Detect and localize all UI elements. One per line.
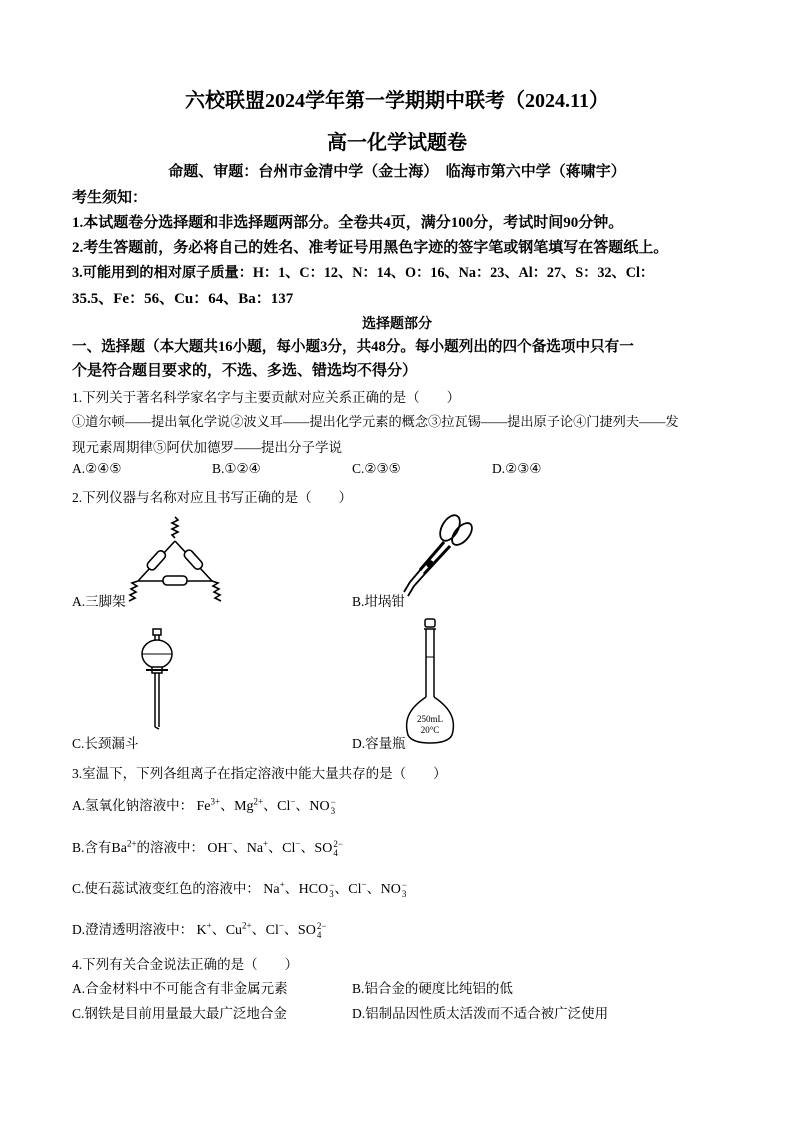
- q1-option-b[interactable]: B.①②④: [212, 461, 261, 476]
- q4-option-d[interactable]: D.铝制品因性质太活泼而不适合被广泛使用: [352, 1006, 609, 1021]
- notice-heading: 考生须知：: [72, 190, 148, 206]
- crucible-tongs-figure: [398, 512, 478, 597]
- q3-option-d-ions: K+、$Cu^{2+}$、Cl−、SO 2− 4: [196, 920, 327, 940]
- q2-option-d[interactable]: D.容量瓶: [352, 736, 406, 751]
- q2-stem: 2.下列仪器与名称对应且书写正确的是（ ）: [72, 490, 353, 505]
- q3-option-b-ions: OH−、Na+、Cl−、SO 2− 4: [207, 838, 343, 858]
- q3-option-a-ions: $Fe^{3+}$、$Mg^{2+}$、Cl−、NO − 3: [196, 796, 336, 816]
- q2-option-a[interactable]: A.三脚架: [72, 594, 126, 609]
- q1-statement-line1: ①道尔顿——提出氧化学说②波义耳——提出化学元素的概念③拉瓦锡——提出原子论④门捷列夫——发: [72, 414, 679, 429]
- q3-option-d-prefix: D.澄清透明溶液中：: [72, 922, 194, 937]
- notice-item-2: 2.考生答题前，务必将自己的姓名、准考证号用黑色字迹的签字笔或钢笔填写在答题纸上。: [72, 240, 669, 256]
- flask-label-temp: 20°C: [420, 725, 440, 735]
- q3-option-b-prefix: B.含有: [72, 840, 112, 855]
- q1-option-a[interactable]: A.②④⑤: [72, 461, 122, 476]
- separatory-funnel-figure: [132, 627, 182, 732]
- section-label: 选择题部分: [362, 317, 432, 332]
- q2-option-b[interactable]: B.坩埚钳: [352, 594, 405, 609]
- section-intro-2: 个是符合题目要求的，不选、多选、错选均不得分）: [72, 363, 418, 379]
- q4-stem: 4.下列有关合金说法正确的是（ ）: [72, 957, 299, 972]
- q1-option-d[interactable]: D.②③④: [492, 461, 542, 476]
- q3-option-a-prefix: A.氢氧化钠溶液中：: [72, 798, 194, 813]
- authors-line: 命题、审题：台州市金清中学（金士海） 临海市第六中学（蒋啸宇）: [168, 164, 626, 180]
- q3-option-c[interactable]: [72, 877, 407, 899]
- notice-item-3: 3.可能用到的相对原子质量：H：1、C：12、N：14、O：16、Na：23、Al：27、S：32、Cl：: [72, 265, 655, 281]
- q1-stem: 1.下列关于著名科学家名字与主要贡献对应关系正确的是（ ）: [72, 390, 461, 405]
- notice-item-1: 1.本试题卷分选择题和非选择题两部分。全卷共4页，满分100分，考试时间90分钟。: [72, 215, 624, 231]
- exam-subtitle: 高一化学试题卷: [327, 132, 467, 154]
- q4-option-c[interactable]: C.钢铁是目前用量最大最广泛地合金: [72, 1006, 287, 1021]
- q1-option-c[interactable]: C.②③⑤: [352, 461, 401, 476]
- q3-option-b-mid: 的溶液中：: [136, 840, 205, 855]
- q3-stem: 3.室温下，下列各组离子在指定溶液中能大量共存的是（ ）: [72, 766, 447, 781]
- clay-triangle-figure: [120, 515, 230, 605]
- q4-option-a[interactable]: A.合金材料中不可能含有非金属元素: [72, 981, 288, 996]
- q3-option-a[interactable]: [72, 794, 336, 816]
- q1-statement-line2: 现元素周期律⑤阿伏加德罗——提出分子学说: [72, 440, 342, 455]
- q4-option-b[interactable]: B.铝合金的硬度比纯铝的低: [352, 981, 513, 996]
- flask-label-volume: 250mL: [417, 714, 443, 724]
- q3-option-c-prefix: C.使石蕊试液变红色的溶液中：: [72, 881, 260, 896]
- q2-option-c[interactable]: C.长颈漏斗: [72, 736, 139, 751]
- exam-title: 六校联盟2024学年第一学期期中联考（2024.11）: [185, 90, 609, 112]
- q3-option-b[interactable]: [72, 836, 343, 858]
- q3-option-b-ion: $Ba^{2+}$: [111, 838, 137, 856]
- section-intro-1: 一、选择题（本大题共16小题，每小题3分，共48分。每小题列出的四个备选项中只有一: [72, 339, 634, 355]
- q3-option-c-ions: Na+、HCO − 3 、Cl−、NO − 3: [263, 879, 407, 899]
- q3-option-d[interactable]: [72, 918, 326, 940]
- notice-item-4: 35.5、Fe：56、Cu：64、Ba：137: [72, 291, 294, 307]
